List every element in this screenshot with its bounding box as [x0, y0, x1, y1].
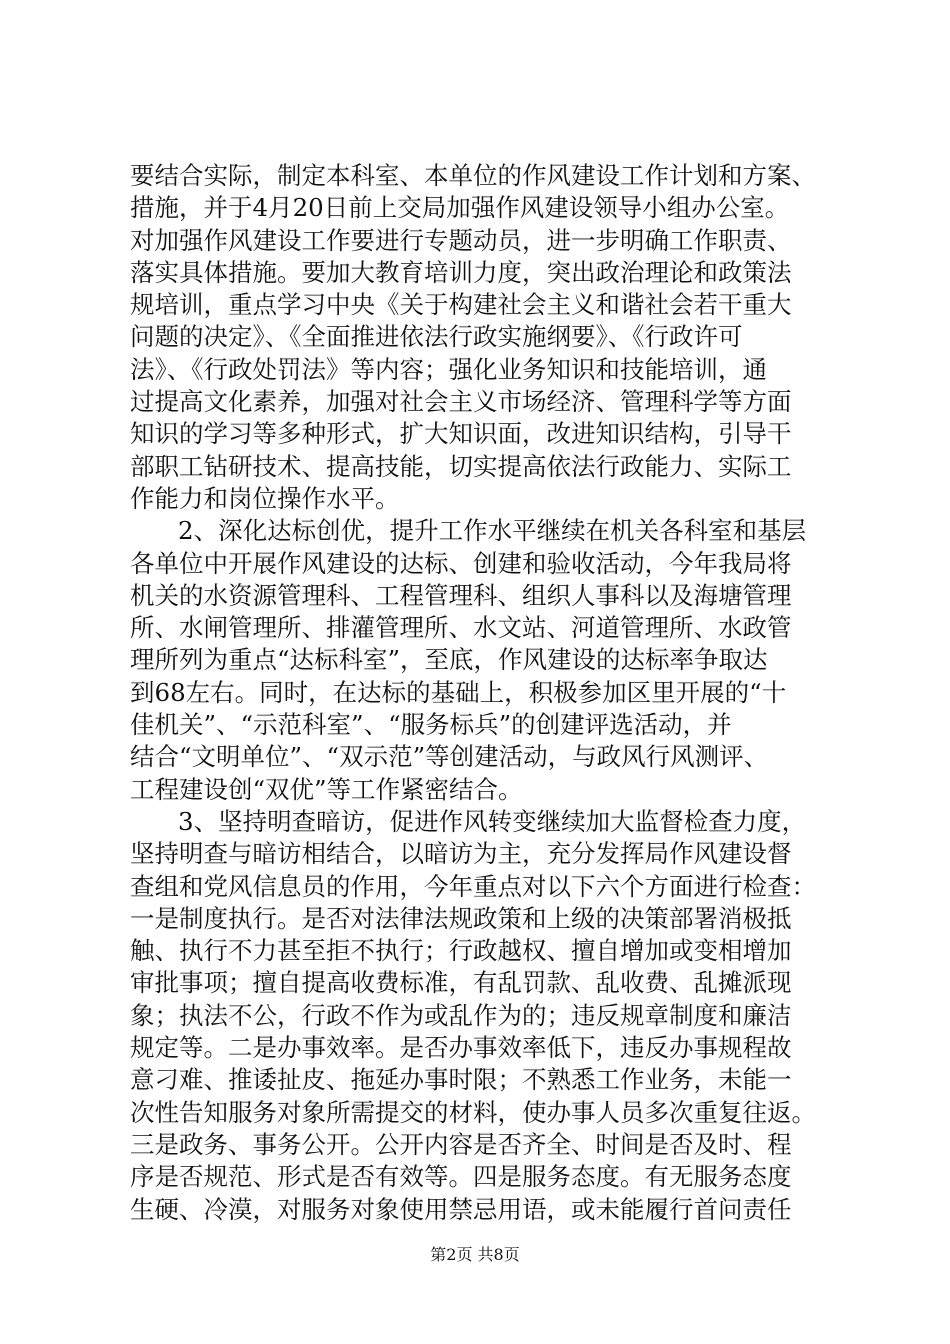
text-line: 法》、《行政处罚法》等内容；强化业务知识和技能培训，通 — [130, 354, 767, 384]
document-body — [130, 160, 836, 1226]
text-line: 部职工钻研技术、提高技能，切实提高依法行政能力、实际工 — [130, 451, 792, 481]
text-line: 到68左右。同时，在达标的基础上，积极参加区里开展的“十 — [130, 677, 787, 707]
text-line: 生硬、冷漠，对服务对象使用禁忌用语，或未能履行首问责任 — [130, 1194, 792, 1224]
text-line: 查组和党风信息员的作用，今年重点对以下六个方面进行检查： — [130, 871, 816, 901]
text-line: 3、坚持明查暗访，促进作风转变继续加大监督检查力度， — [178, 806, 807, 836]
text-line: 理所列为重点“达标科室”，至底，作风建设的达标率争取达 — [130, 645, 768, 675]
text-line: 所、水闸管理所、排灌管理所、水文站、河道管理所、水政管 — [130, 613, 792, 643]
page-footer: 第2页 共8页 — [430, 1245, 520, 1264]
text-line: 作能力和岗位操作水平。 — [130, 483, 400, 513]
text-line: 对加强作风建设工作要进行专题动员，进一步明确工作职责、 — [130, 225, 792, 255]
text-line: 规定等。二是办事效率。是否办事效率低下，违反办事规程故 — [130, 1033, 792, 1063]
text-line: 佳机关”、“示范科室”、“服务标兵”的创建评选活动，并 — [130, 710, 732, 740]
text-line: 落实具体措施。要加大教育培训力度，突出政治理论和政策法 — [130, 257, 792, 287]
text-line: 意刁难、推诿扯皮、拖延办事时限；不熟悉工作业务，未能一 — [130, 1065, 792, 1095]
text-line: 过提高文化素养，加强对社会主义市场经济、管理科学等方面 — [130, 387, 792, 417]
text-line: 规培训，重点学习中央《关于构建社会主义和谐社会若干重大 — [130, 290, 792, 320]
text-line: 坚持明查与暗访相结合，以暗访为主，充分发挥局作风建设督 — [130, 839, 792, 869]
text-line: 审批事项；擅自提高收费标准，有乱罚款、乱收费、乱摊派现 — [130, 968, 792, 998]
text-line: 措施，并于4月20日前上交局加强作风建设领导小组办公室。 — [130, 193, 790, 223]
text-line: 结合“文明单位”、“双示范”等创建活动，与政风行风测评、 — [130, 742, 769, 772]
text-line: 要结合实际，制定本科室、本单位的作风建设工作计划和方案、 — [130, 161, 816, 190]
text-line: 工程建设创“双优”等工作紧密结合。 — [130, 774, 523, 804]
text-line: 三是政务、事务公开。公开内容是否齐全、时间是否及时、程 — [130, 1129, 792, 1159]
text-line: 象；执法不公，行政不作为或乱作为的；违反规章制度和廉洁 — [130, 1000, 792, 1030]
text-line: 一是制度执行。是否对法律法规政策和上级的决策部署消极抵 — [130, 903, 792, 933]
text-line: 知识的学习等多种形式，扩大知识面，改进知识结构，引导干 — [130, 419, 792, 449]
text-line: 触、执行不力甚至拒不执行；行政越权、擅自增加或变相增加 — [130, 936, 792, 966]
text-line: 次性告知服务对象所需提交的材料，使办事人员多次重复往返。 — [130, 1097, 816, 1127]
text-line: 机关的水资源管理科、工程管理科、组织人事科以及海塘管理 — [130, 580, 792, 610]
text-line: 问题的决定》、《全面推进依法行政实施纲要》、《行政许可 — [130, 322, 743, 352]
text-line: 2、深化达标创优，提升工作水平继续在机关各科室和基层 — [178, 516, 807, 546]
text-line: 各单位中开展作风建设的达标、创建和验收活动，今年我局将 — [130, 548, 792, 578]
text-line: 序是否规范、形式是否有效等。四是服务态度。有无服务态度 — [130, 1162, 792, 1192]
